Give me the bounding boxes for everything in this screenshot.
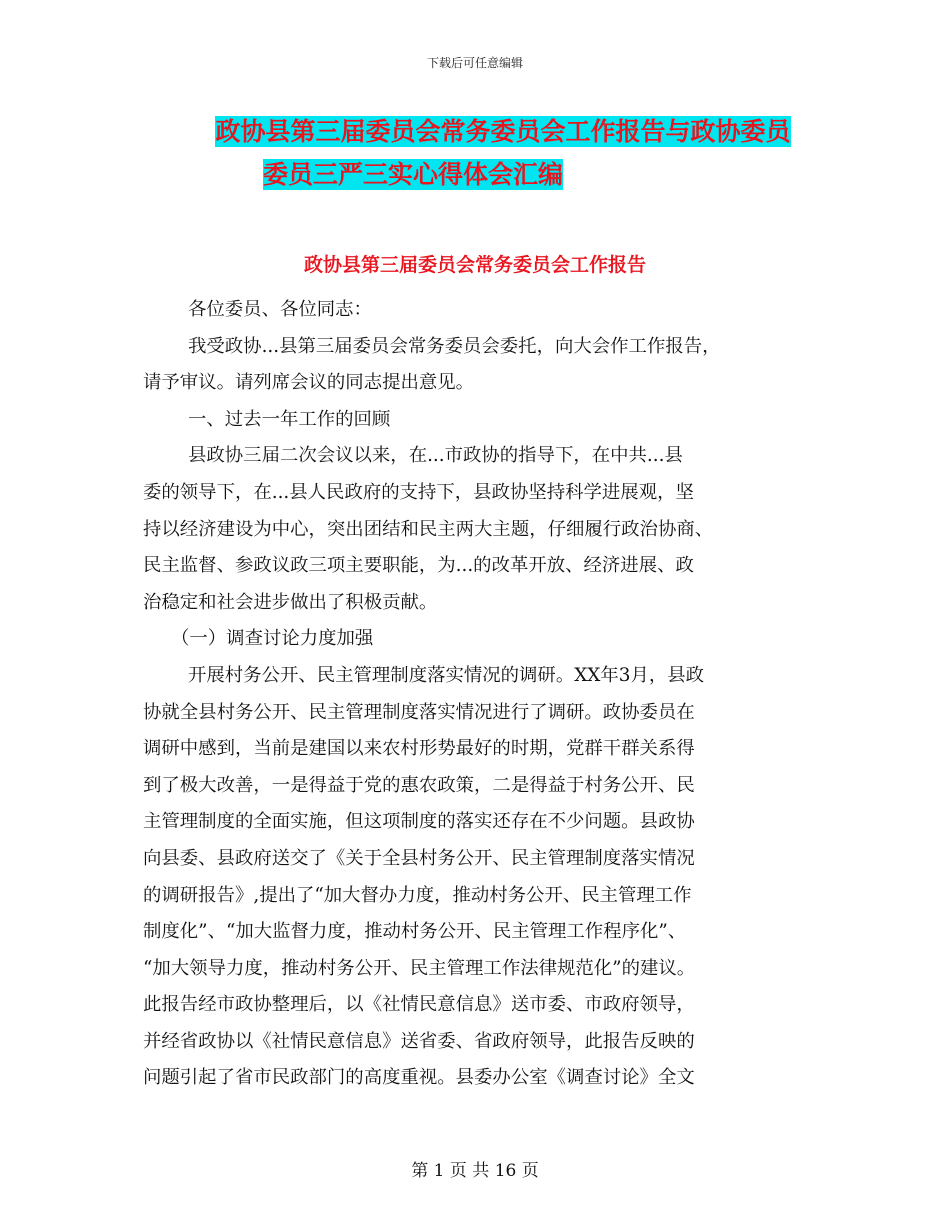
- header-note: 下载后可任意编辑: [426, 56, 523, 70]
- paragraph-line: “加大领导力度，推动村务公开、民主管理工作法律规范化”的建议。: [143, 957, 696, 979]
- paragraph-line: 问题引起了省市民政部门的高度重视。县委办公室《调查讨论》全文: [143, 1067, 695, 1089]
- document-title-line-1: 政协县第三届委员会常务委员会工作报告与政协委员: [215, 117, 791, 146]
- paragraph-line: 民主监督、参政议政三项主要职能，为...的改革开放、经济进展、政: [143, 555, 694, 577]
- section-title: 政协县第三届委员会常务委员会工作报告: [303, 254, 646, 276]
- paragraph-line: 治稳定和社会进步做出了积极贡献。: [143, 591, 438, 613]
- document-title-line-2: 委员三严三实心得体会汇编: [262, 160, 563, 189]
- paragraph-line: 开展村务公开、民主管理制度落实情况的调研。XX年3月，县政: [188, 664, 705, 686]
- paragraph-line: 县政协三届二次会议以来，在...市政协的指导下，在中共...县: [188, 445, 683, 467]
- paragraph-line: 我受政协...县第三届委员会常务委员会委托，向大会作工作报告，: [188, 335, 721, 357]
- paragraph-line: 的调研报告》,提出了“加大督办力度，推动村务公开、民主管理工作: [143, 884, 692, 906]
- paragraph-line: 请予审议。请列席会议的同志提出意见。: [143, 372, 475, 394]
- body-text: [143, 292, 803, 1097]
- paragraph-line: 主管理制度的全面实施，但这项制度的落实还存在不少问题。县政协: [143, 811, 695, 833]
- paragraph-line: 制度化”、“加大监督力度，推动村务公开、民主管理工作程序化”、: [143, 921, 687, 943]
- paragraph-line: 委的领导下，在...县人民政府的支持下，县政协坚持科学进展观，坚: [143, 481, 694, 503]
- paragraph-line: 到了极大改善，一是得益于党的惠农政策，二是得益于村务公开、民: [143, 774, 695, 796]
- paragraph-line: 调研中感到，当前是建国以来农村形势最好的时期，党群干群关系得: [143, 738, 695, 760]
- paragraph-line: 协就全县村务公开、民主管理制度落实情况进行了调研。政协委员在: [143, 701, 695, 723]
- paragraph-line: 此报告经市政协整理后，以《社情民意信息》送市委、市政府领导，: [143, 994, 695, 1016]
- paragraph-line: 并经省政协以《社情民意信息》送省委、省政府领导，此报告反映的: [143, 1030, 695, 1052]
- page-number-footer: 第 1 页 共 16 页: [411, 1161, 539, 1181]
- paragraph-line: （一）调查讨论力度加强: [171, 628, 374, 650]
- paragraph-line: 各位委员、各位同志：: [188, 299, 372, 320]
- paragraph-line: 持以经济建设为中心，突出团结和民主两大主题，仔细履行政治协商、: [143, 518, 714, 540]
- paragraph-line: 一、过去一年工作的回顾: [188, 408, 391, 430]
- paragraph-line: 向县委、县政府送交了《关于全县村务公开、民主管理制度落实情况: [143, 847, 695, 869]
